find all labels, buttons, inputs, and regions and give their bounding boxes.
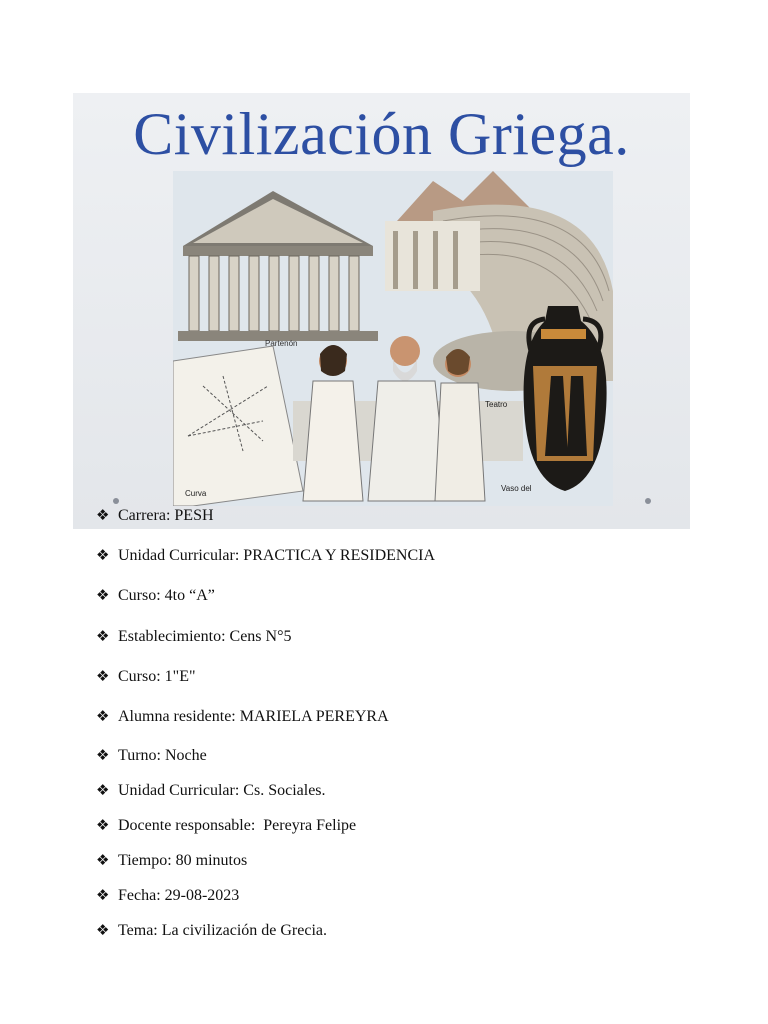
- bullet-icon: ❖: [96, 707, 110, 725]
- item-text: Unidad Curricular: Cs. Sociales.: [118, 782, 326, 799]
- item-text: Curso: 1"E": [118, 668, 196, 685]
- bullet-icon: ❖: [96, 667, 110, 685]
- bullet-icon: ❖: [96, 886, 110, 904]
- item-text: Turno: Noche: [118, 747, 207, 764]
- list-item: [96, 586, 215, 605]
- item-text: Carrera: PESH: [118, 507, 214, 524]
- label-vase: Vaso del: [501, 484, 532, 493]
- bullet-icon: ❖: [96, 851, 110, 869]
- item-text: Fecha: 29-08-2023: [118, 887, 240, 904]
- label-parthenon: Partenón: [265, 339, 298, 348]
- list-item: [96, 781, 326, 800]
- bullet-icon: ❖: [96, 506, 110, 524]
- list-item: [96, 816, 356, 835]
- bullet-icon: ❖: [96, 921, 110, 939]
- greek-illustration: [173, 171, 613, 506]
- bullet-icon: ❖: [96, 586, 110, 604]
- decorative-dot-left: [113, 498, 119, 504]
- list-item: [96, 851, 247, 870]
- item-text: Curso: 4to “A”: [118, 587, 215, 604]
- list-item: [96, 627, 291, 646]
- label-curve: Curva: [185, 489, 207, 498]
- bullet-icon: ❖: [96, 546, 110, 564]
- list-item: [96, 707, 389, 726]
- bullet-icon: ❖: [96, 781, 110, 799]
- cover-title: Civilización Griega.: [133, 101, 630, 167]
- list-item: [96, 546, 435, 565]
- bullet-icon: ❖: [96, 627, 110, 645]
- list-item: [96, 886, 239, 905]
- list-item: [96, 921, 327, 940]
- item-text: Unidad Curricular: PRACTICA Y RESIDENCIA: [118, 547, 436, 564]
- item-text: Docente responsable: Pereyra Felipe: [118, 817, 357, 834]
- stoa: [385, 221, 480, 291]
- cover-image: [73, 93, 690, 529]
- list-item: [96, 667, 196, 686]
- list-item: [96, 746, 207, 765]
- list-item: [96, 506, 214, 525]
- item-text: Establecimiento: Cens N°5: [118, 628, 292, 645]
- philosophers: [303, 336, 485, 501]
- decorative-dot-right: [645, 498, 651, 504]
- item-text: Tema: La civilización de Grecia.: [118, 922, 327, 939]
- label-theatre: Teatro: [485, 400, 508, 409]
- item-text: Tiempo: 80 minutos: [118, 852, 248, 869]
- item-text: Alumna residente: MARIELA PEREYRA: [118, 708, 389, 725]
- bullet-icon: ❖: [96, 816, 110, 834]
- bullet-icon: ❖: [96, 746, 110, 764]
